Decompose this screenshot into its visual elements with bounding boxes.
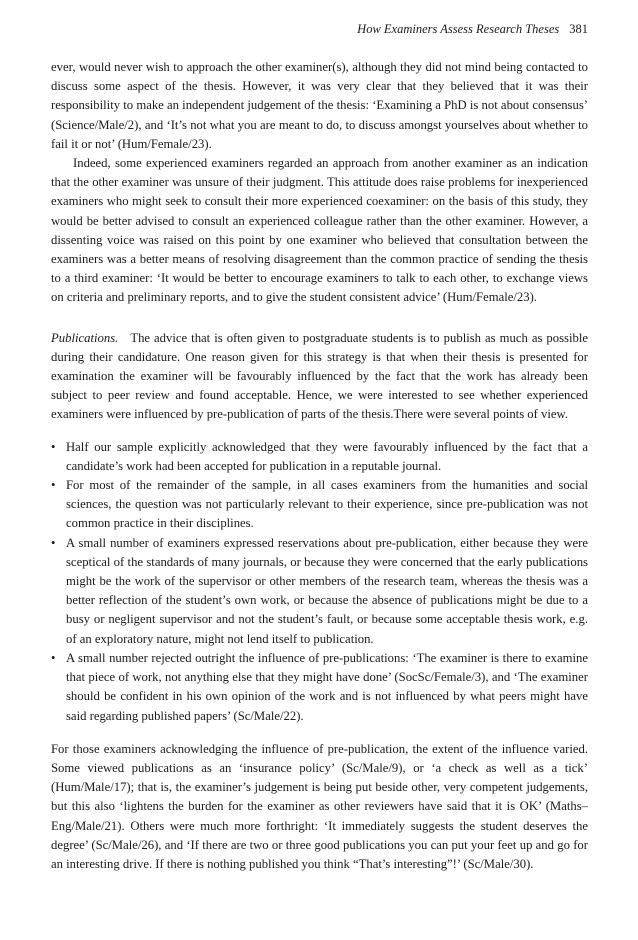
section-heading-publications: Publications. [51, 330, 119, 345]
paragraph-2: Indeed, some experienced examiners regarded an approach from another examiner as an indication that the other examiner was unsure of their judgment. This attitude does raise problems for inexperienced examiners who might seek to consult their more experienced coexaminer: on the basis of this study, they would be better advised to consult an experienced colleague rather than the other examiner. However, a dissenting voice was raised on this point by one examiner who believed that consultation between the examiners was a better means of resolving disagreement than the common practice of sending the thesis to a third examiner: ‘It would be better to encourage examiners to talk to each other, to exchange views on criteria and preliminary reports, and to give the student consistent advice’ (Hum/Female/23). [51, 156, 588, 305]
page-number: 381 [569, 22, 588, 36]
paragraph-publications [51, 329, 588, 425]
paragraph-publications-text: The advice that is often given to postgraduate students is to publish as much as possible during their candidature. One reason given for this strategy is that when their thesis is presented for examination the examiner will be favourably influenced by the fact that the work has already been subject to peer review and found acceptable. Hence, we were interested to see whether experienced examiners were influenced by pre-publication of parts of the thesis.There were several points of view. [51, 330, 588, 422]
running-header [51, 22, 588, 40]
list-item [51, 476, 588, 534]
list-item-text: A small number rejected outright the influence of pre-publications: ‘The examiner is there to examine that piece of work, not anything else that they might have done’ (SocSc/Female/3), and ‘The examiner should be confident in his own opinion of the work and is not influenced by what peers might have said regarding published papers’ (Sc/Male/22). [66, 650, 588, 723]
list-item [51, 649, 588, 726]
list-item-text: For most of the remainder of the sample, in all cases examiners from the humanities and social sciences, the question was not particularly relevant to their experience, since pre-publication was not common practice in their disciplines. [66, 478, 588, 531]
bullet-icon: • [51, 650, 56, 665]
bullet-icon: • [51, 535, 56, 550]
list-item-text: A small number of examiners expressed reservations about pre-publication, either because they were sceptical of the standards of many journals, or because they were concerned that the early publications might be the work of the supervisor or other members of the research team, whereas the thesis was a better reflection of the student’s own work, or because the absence of publications might be due to a busy or negligent supervisor and not the student’s fault, or because some acceptable thesis work, e.g. of an exploratory nature, might not lend itself to publication. [66, 535, 588, 646]
document-page [51, 22, 588, 874]
paragraph-1: ever, would never wish to approach the other examiner(s), although they did not mind being contacted to discuss some aspect of the thesis. However, it was very clear that they believed that it was their responsibility to make an independent judgement of the thesis: ‘Examining a PhD is not about consensus’ (Science/Male/2), and ‘It’s not what you are meant to do, to discuss amongst yourselves about whether to fail it or not’ (Hum/Female/23). [51, 60, 588, 151]
running-title: How Examiners Assess Research Theses [357, 22, 560, 36]
list-item [51, 534, 588, 649]
paragraph-4: For those examiners acknowledging the influence of pre-publication, the extent of the influence varied. Some viewed publications as an ‘insurance policy’ (Sc/Male/9), or ‘a check as well as a tick’ (Hum/Male/17); that is, the examiner’s judgement is being put beside other, very competent judgements, but this also ‘lightens the burden for the examiner as other reviewers have said that it is OK’ (Maths–Eng/Male/21). Others were much more forthright: ‘It immediately suggests the student deserves the degree’ (Sc/Male/26), and ‘If there are two or three good publications you can put your feet up and go for an interesting drive. If there is nothing published you think “That’s interesting”!’ (Sc/Male/30). [51, 741, 588, 871]
list-item-text: Half our sample explicitly acknowledged that they were favourably influenced by the fact that a candidate’s work had been accepted for publication in a reputable journal. [66, 439, 588, 473]
bullet-icon: • [51, 478, 56, 493]
list-item [51, 438, 588, 476]
bullet-list [51, 438, 588, 726]
bullet-icon: • [51, 439, 56, 454]
